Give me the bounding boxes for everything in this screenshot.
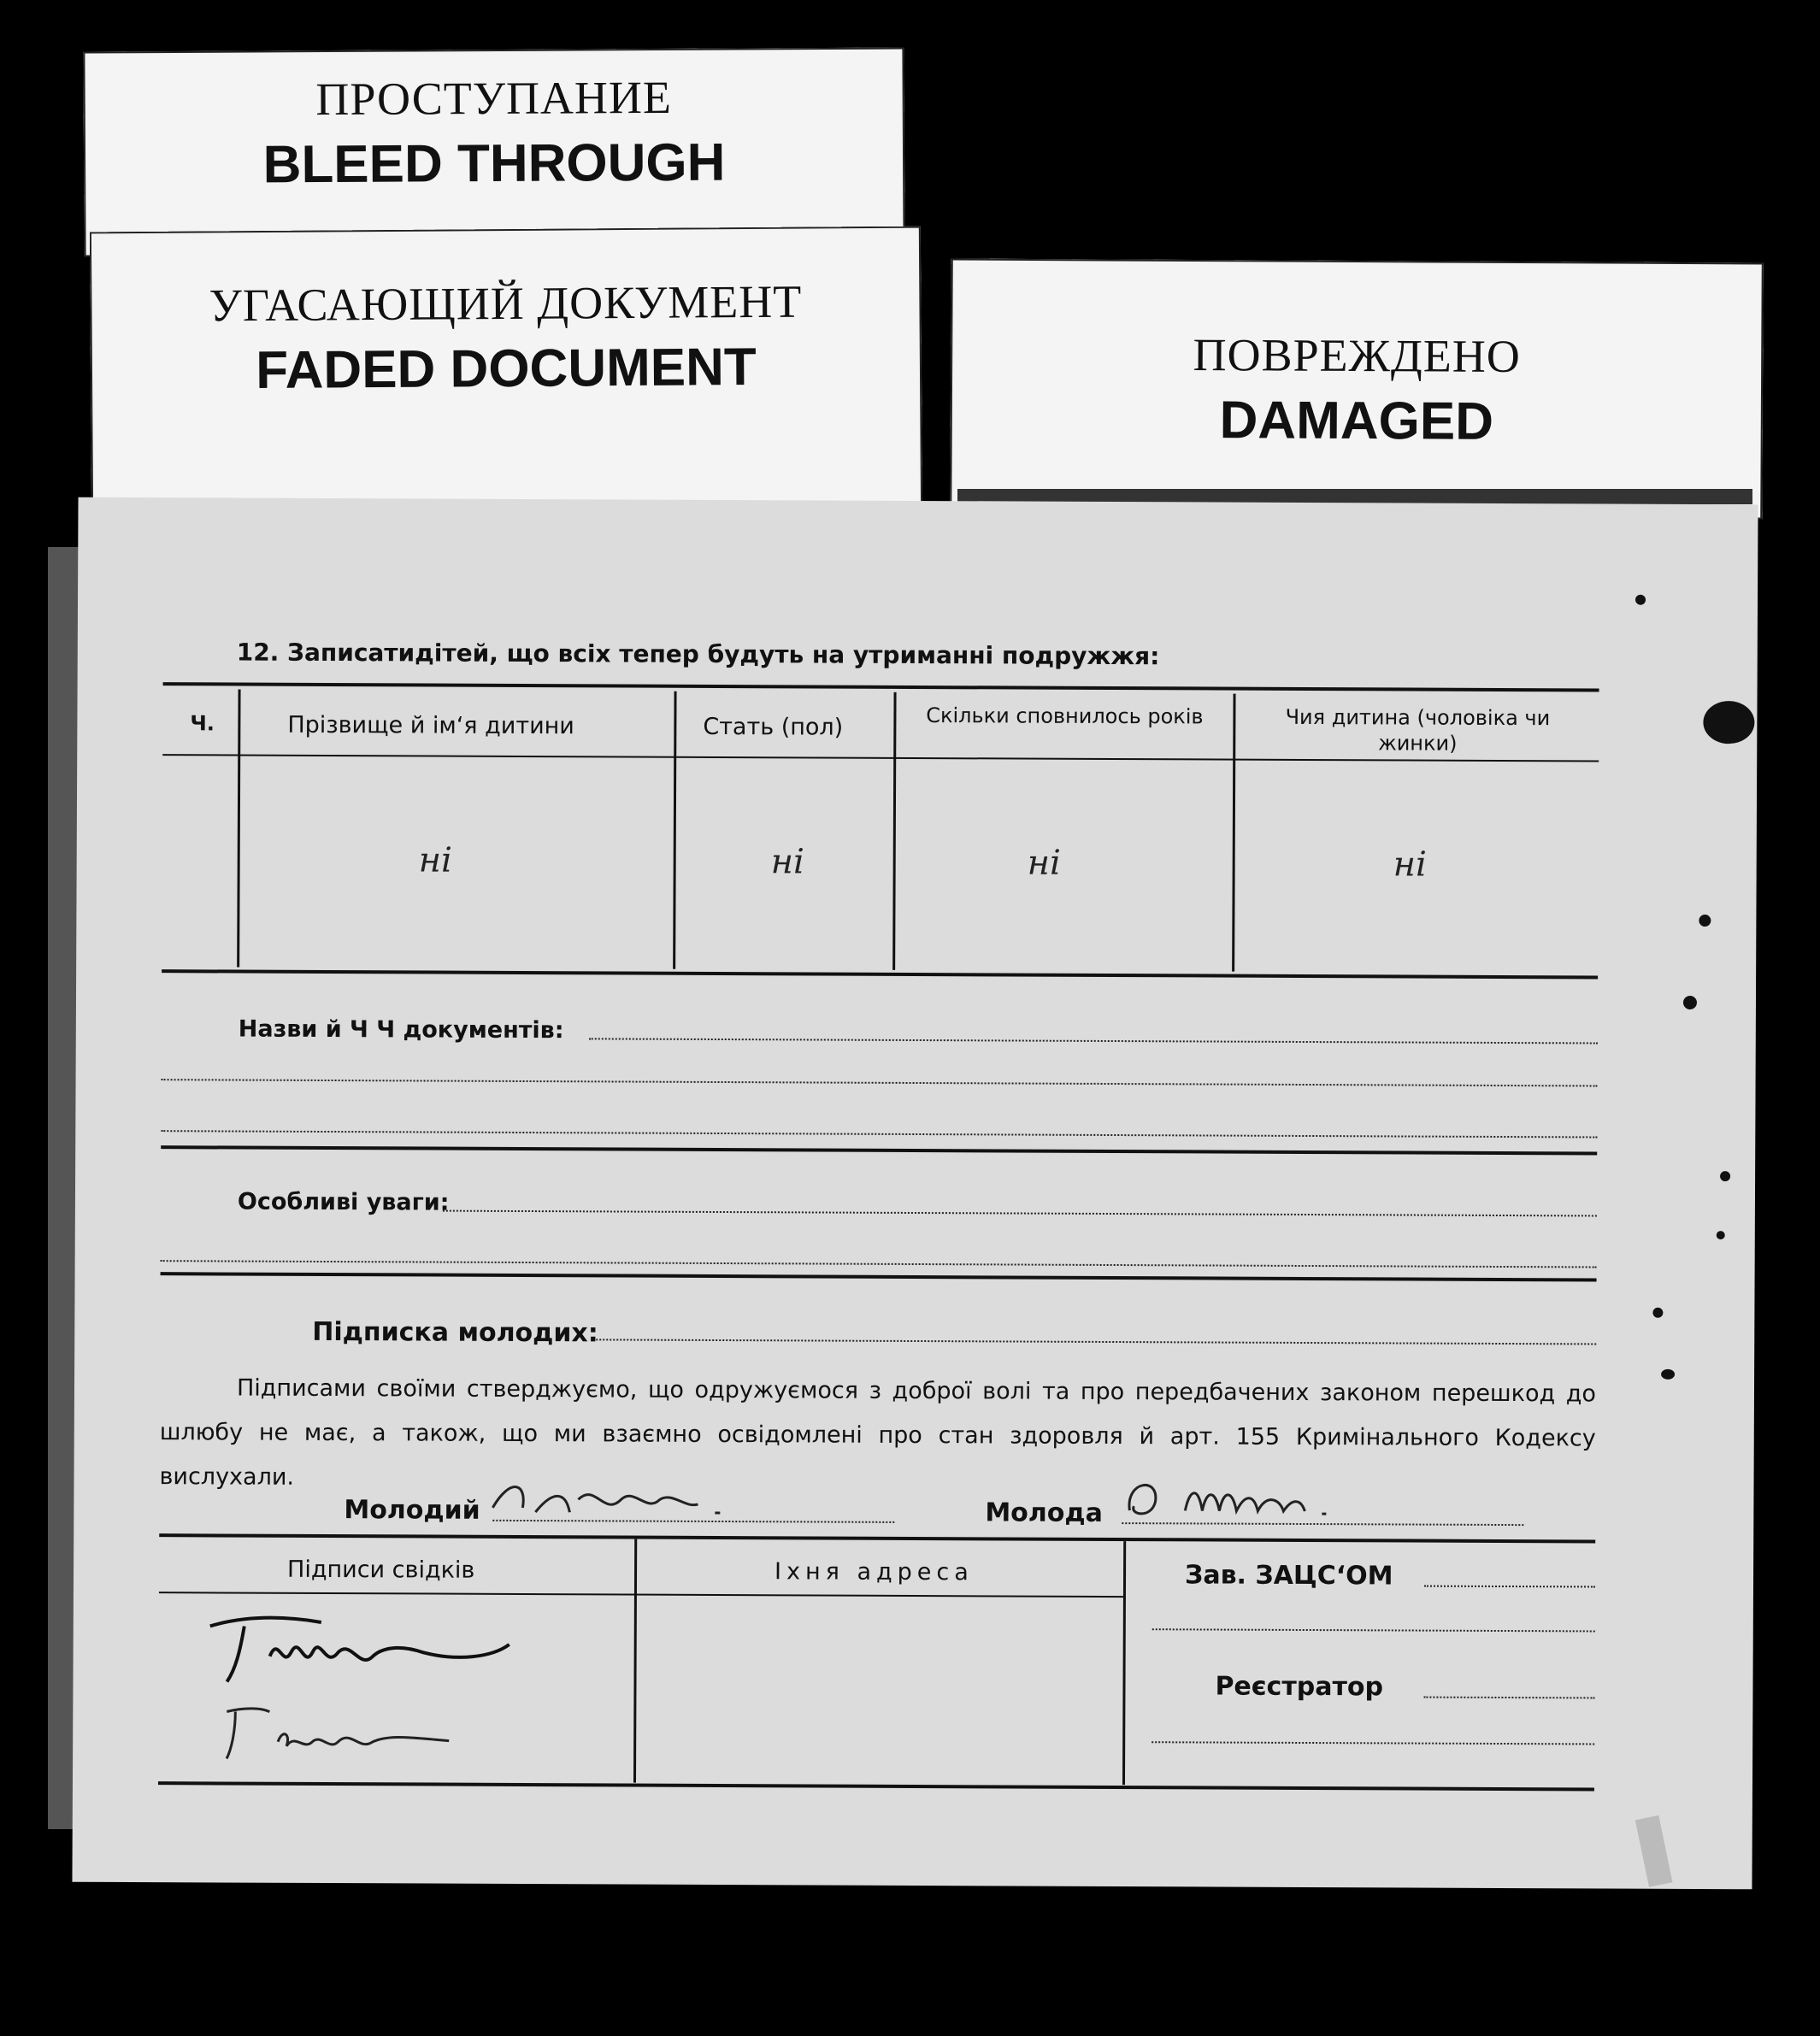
table-col-divider: [892, 692, 896, 970]
col-header-sex: Стать (пол): [703, 713, 844, 741]
documents-line: [162, 1079, 1598, 1086]
documents-line: [589, 1038, 1598, 1044]
damage-hole: [1717, 1231, 1725, 1239]
table-col-divider: [1232, 694, 1235, 972]
damage-hole: [1683, 996, 1697, 1009]
head-signature-line: [1424, 1586, 1595, 1588]
head-label: Зав. ЗАЦС‘ОМ: [1184, 1560, 1393, 1592]
ribbon-tab: [1635, 1815, 1673, 1887]
declaration-text: Підписами своїми стверджуємо, що одружуємося з доброї волі та про передбачених законом перешкод до шлюбу не має, а також, що ми взаємно освідомлені про стан здоровля й арт. 155 Кримінального Кодексу вислухали.: [159, 1374, 1597, 1491]
registrar-signature-line: [1423, 1697, 1594, 1699]
documents-line: [161, 1130, 1597, 1138]
entry-age: ні: [1027, 843, 1061, 883]
damage-hole: [1652, 1308, 1663, 1318]
special-notes-line: [161, 1260, 1597, 1268]
damaged-ru: ПОВРЕЖДЕНО: [1193, 328, 1521, 383]
section-divider: [161, 1272, 1597, 1281]
witness-header-border: [159, 1592, 1123, 1598]
table-top-border: [163, 682, 1599, 691]
damage-hole: [1720, 1171, 1730, 1181]
bleed-through-card: [83, 47, 904, 256]
section-divider: [161, 1145, 1597, 1155]
faded-document-en: FADED DOCUMENT: [255, 337, 757, 401]
col-header-whose-child: Чия дитина (чоловіка чи жинки): [1285, 704, 1551, 756]
witness-header: Підписи свідків: [287, 1556, 475, 1584]
table-col-divider: [237, 690, 240, 968]
entry-whose-child: ні: [1393, 844, 1427, 885]
col-header-child-name: Прізвище й ім‘я дитини: [287, 711, 574, 740]
faded-document-card: [90, 227, 922, 523]
special-notes-line: [443, 1210, 1597, 1217]
witness-col-divider: [633, 1539, 637, 1783]
special-notes-label: Особливі уваги:: [237, 1188, 450, 1216]
damage-hole: [1703, 701, 1754, 744]
bleed-through-en: BLEED THROUGH: [262, 132, 726, 195]
groom-signature: [484, 1474, 775, 1526]
damage-hole: [1661, 1369, 1675, 1380]
registrar-label: Реєстратор: [1215, 1671, 1384, 1703]
damage-hole: [1699, 915, 1711, 927]
damage-hole: [1635, 595, 1646, 605]
witness-signature-1: [201, 1609, 543, 1687]
entry-child-name: ні: [418, 840, 452, 880]
bleed-through-ru: ПРОСТУПАНИЕ: [315, 71, 673, 126]
col-header-number: Ч.: [190, 711, 215, 736]
table-col-divider: [673, 691, 676, 969]
witness-signature-2: [209, 1698, 534, 1768]
col-header-age: Скільки сповнилось років: [926, 703, 1204, 729]
damaged-en: DAMAGED: [1219, 391, 1494, 451]
registrar-signature-line: [1151, 1741, 1594, 1745]
signature-heading: Підписка молодих:: [312, 1316, 598, 1349]
bride-signature: [1116, 1472, 1381, 1528]
witness-table-top: [159, 1533, 1595, 1543]
section-12-title: 12. Записатидітей, що всіх тепер будуть на утриманні подружжя:: [236, 638, 1160, 671]
documents-label: Назви й Ч Ч документів:: [238, 1015, 564, 1044]
witness-col-divider: [1122, 1541, 1126, 1785]
signature-line: [596, 1339, 1596, 1345]
groom-label: Молодий: [344, 1495, 480, 1526]
address-header: Ixня адреса: [774, 1558, 974, 1586]
registration-form-sheet: [72, 497, 1758, 1890]
witness-table-bottom: [158, 1781, 1594, 1791]
head-signature-line: [1152, 1628, 1595, 1632]
damaged-card: [950, 259, 1764, 520]
entry-sex: ні: [770, 842, 804, 882]
table-bottom-border: [162, 969, 1598, 979]
faded-document-ru: УГАСАЮЩИЙ ДОКУМЕНТ: [209, 275, 803, 332]
bride-label: Молода: [985, 1498, 1103, 1528]
